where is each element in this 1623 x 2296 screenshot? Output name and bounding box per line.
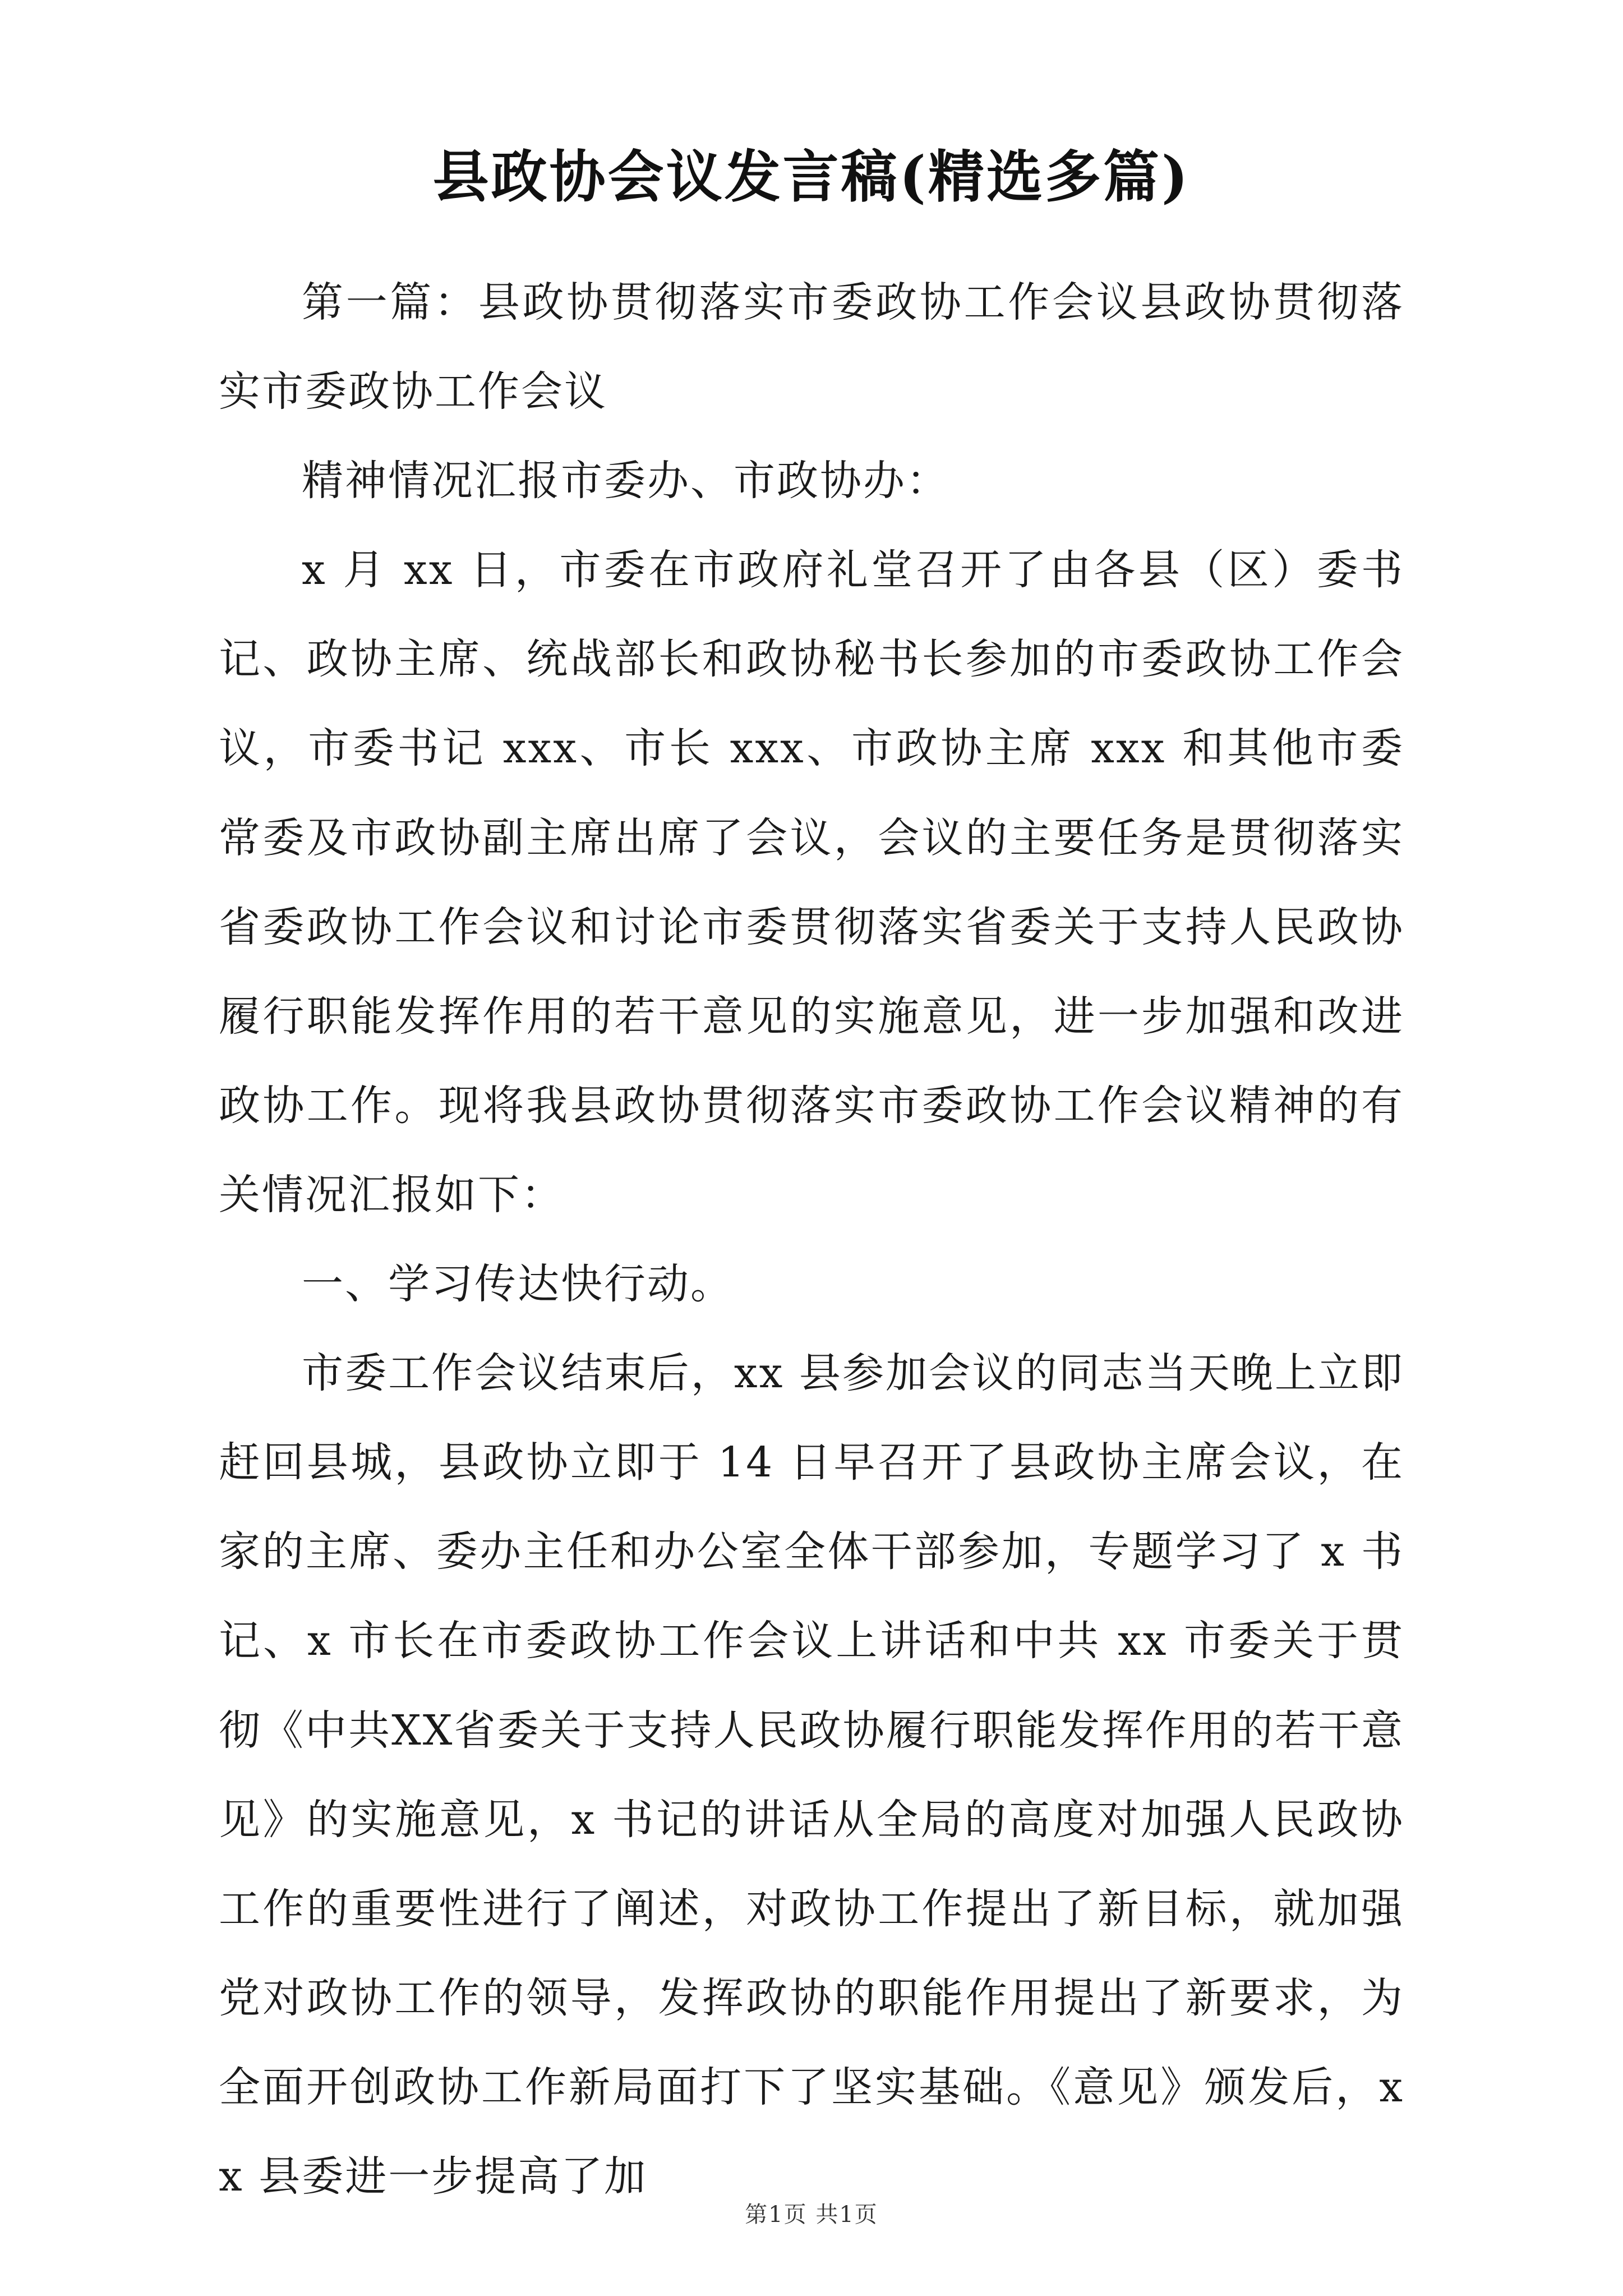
page-number: 第1页 共1页	[745, 2202, 878, 2228]
paragraph-first-article-heading: 第一篇：县政协贯彻落实市委政协工作会议县政协贯彻落实市委政协工作会议	[219, 278, 1404, 416]
paragraph-report-addressee: 精神情况汇报市委办、市政协办：	[302, 457, 949, 505]
document-title: 县政协会议发言稿(精选多篇)	[432, 144, 1191, 210]
paragraph-meeting-overview: x 月 xx 日，市委在市政府礼堂召开了由各县（区）委书记、政协主席、统战部长和政协秘书长参加的市委政协工作会议，市委书记 xxx、市长 xxx、市政协主席 xxx 和其他市委常委及市政协副主席出席了会议，会议的主要任务是贯彻落实省委政协工作会议和讨论市委贯彻落实省委关于支持人民政协履行职能发挥作用的若干意见的实施意见，进一步加强和改进政协工作。现将我县政协贯彻落实市委政协工作会议精神的有关情况汇报如下：	[219, 546, 1404, 1219]
page-footer	[0, 2197, 1623, 2229]
paragraph-study-details: 市委工作会议结束后，xx 县参加会议的同志当天晚上立即赶回县城，县政协立即于 14 日早召开了县政协主席会议，在家的主席、委办主任和办公室全体干部参加，专题学习了 x 书记、x 市长在市委政协工作会议上讲话和中共 xx 市委关于贯彻《中共XX省委关于支持人民政协履行职能发挥作用的若干意见》的实施意见，x 书记的讲话从全局的高度对加强人民政协工作的重要性进行了阐述，对政协工作提出了新目标，就加强党对政协工作的领导，发挥政协的职能作用提出了新要求，为全面开创政协工作新局面打下了坚实基础。《意见》颁发后，xx 县委进一步提高了加	[219, 1349, 1404, 2201]
paragraph-section-heading: 一、学习传达快行动。	[302, 1260, 734, 1309]
